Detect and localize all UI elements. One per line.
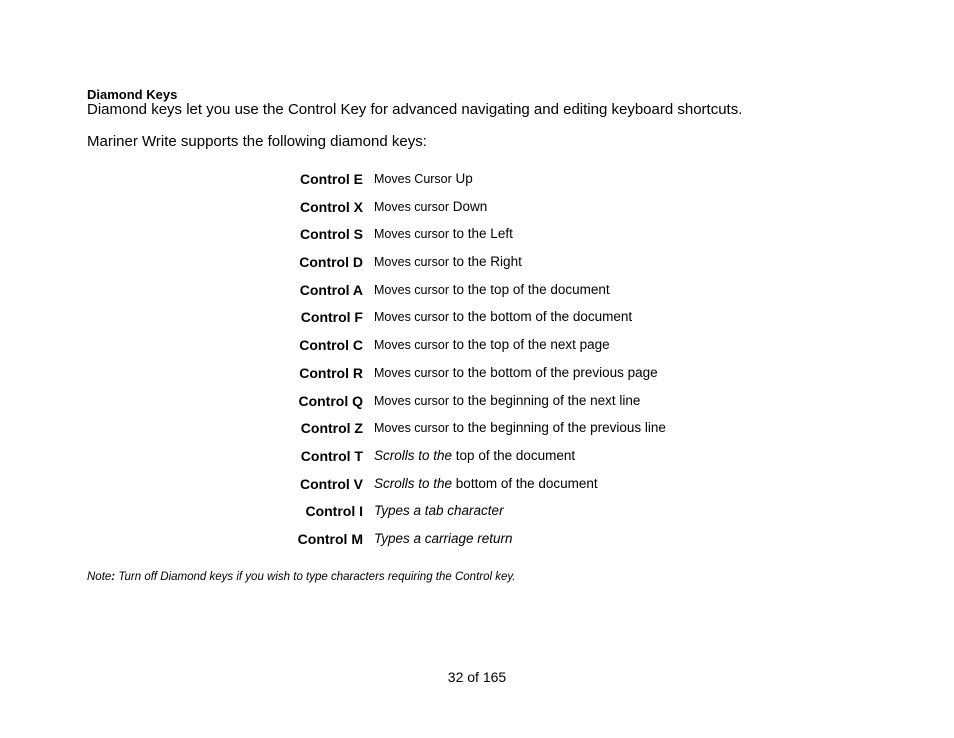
key-description-tail: to the beginning of the next line [449, 392, 641, 408]
key-row [290, 392, 790, 420]
key-description [374, 364, 658, 382]
key-name: Control F [300, 309, 363, 326]
key-description [374, 225, 513, 243]
key-description-tail: to the Left [449, 226, 513, 242]
key-row [290, 281, 790, 309]
key-description-tail: Up [451, 171, 473, 186]
key-row [290, 364, 790, 392]
key-row [290, 419, 790, 447]
page-number: 32 of 165 [447, 669, 507, 685]
key-description-lead: Moves Cursor [374, 172, 452, 186]
key-row [290, 502, 790, 530]
key-description [374, 281, 610, 299]
key-name: Control R [299, 364, 363, 381]
key-name: Control T [300, 447, 363, 464]
key-row [290, 336, 790, 364]
key-row [290, 475, 790, 503]
key-description-lead: Types a tab character [374, 503, 504, 519]
key-description-lead: Moves cursor [374, 199, 450, 214]
key-row [290, 170, 790, 198]
key-description [374, 392, 640, 410]
key-name: Control Z [300, 420, 363, 437]
key-description-tail: Down [449, 198, 488, 214]
key-description [374, 253, 522, 271]
key-description [374, 475, 598, 493]
key-description-lead: Moves cursor [374, 421, 450, 436]
key-row [290, 198, 790, 226]
key-row [290, 447, 790, 475]
key-description-lead: Moves cursor [374, 282, 450, 297]
key-name: Control Q [298, 392, 363, 409]
key-description [374, 447, 575, 465]
key-description-tail: bottom of the document [452, 475, 598, 491]
key-description-tail: top of the document [452, 447, 576, 463]
key-description-lead: Moves cursor [374, 338, 450, 353]
key-description-tail: to the top of the next page [449, 337, 610, 353]
key-description-tail: to the Right [449, 254, 522, 270]
key-row [290, 253, 790, 281]
key-description-lead: Scrolls to the [374, 475, 453, 491]
key-row [290, 225, 790, 253]
key-description [374, 198, 487, 216]
key-description-tail: to the beginning of the previous line [449, 420, 666, 436]
key-description [374, 336, 610, 354]
key-description [374, 170, 473, 188]
key-name: Control M [297, 530, 363, 547]
key-description-lead: Moves cursor [374, 393, 450, 408]
key-description-tail: to the top of the document [449, 281, 610, 297]
intro-paragraph: Diamond keys let you use the Control Key for advanced navigating and editing keyboard shortcuts. [87, 101, 743, 118]
key-description-lead: Moves cursor [374, 227, 450, 242]
key-description [374, 530, 513, 548]
key-name: Control A [299, 281, 363, 298]
note-colon: : [111, 571, 116, 583]
key-name: Control I [305, 503, 363, 520]
supports-paragraph: Mariner Write supports the following diamond keys: [87, 133, 427, 150]
key-name: Control X [300, 198, 363, 215]
key-name: Control V [300, 475, 363, 492]
key-name: Control E [300, 171, 363, 187]
key-description-lead: Moves cursor [374, 365, 450, 380]
note-paragraph [87, 570, 515, 584]
key-description-tail: to the bottom of the previous page [449, 364, 658, 380]
key-description-lead: Moves cursor [374, 255, 450, 270]
key-description [374, 419, 666, 437]
diamond-keys-table [290, 170, 790, 558]
section-title: Diamond Keys [87, 87, 178, 102]
key-description [374, 308, 632, 326]
key-description-tail: to the bottom of the document [449, 309, 633, 325]
key-row [290, 308, 790, 336]
key-description-lead: Scrolls to the [374, 447, 453, 463]
key-description-lead: Moves cursor [374, 310, 450, 325]
key-description [374, 502, 504, 520]
key-name: Control C [299, 337, 363, 354]
note-text: Turn off Diamond keys if you wish to type characters requiring the Control key. [115, 571, 516, 583]
key-name: Control S [300, 226, 363, 243]
note-label: Note [87, 571, 112, 583]
key-description-lead: Types a carriage return [374, 530, 513, 546]
key-row [290, 530, 790, 558]
key-name: Control D [299, 254, 363, 271]
